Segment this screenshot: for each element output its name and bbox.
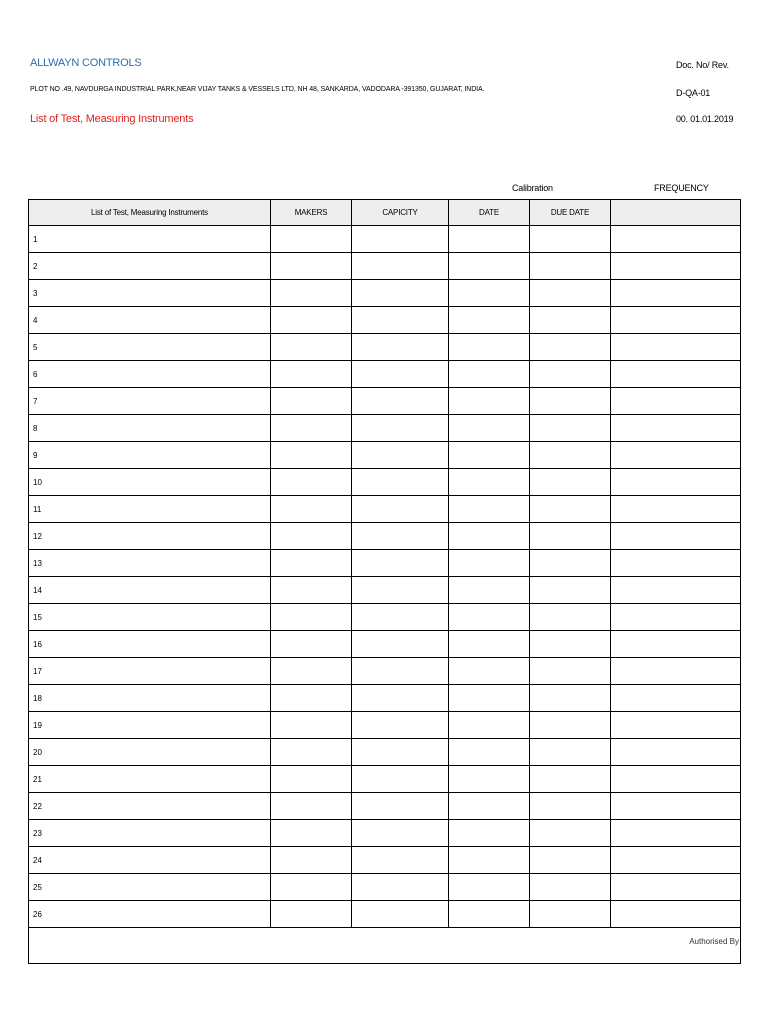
table-row [29,577,741,604]
date-cell[interactable] [449,307,530,334]
frequency-cell[interactable] [611,739,741,766]
due-date-cell[interactable] [530,523,611,550]
row-number: 25 [29,874,271,901]
table-row [29,658,741,685]
makers-cell[interactable] [271,874,352,901]
capicity-cell[interactable] [352,523,449,550]
row-number: 10 [29,469,271,496]
capicity-cell[interactable] [352,307,449,334]
frequency-cell[interactable] [611,766,741,793]
due-date-cell[interactable] [530,550,611,577]
makers-cell[interactable] [271,307,352,334]
table-row [29,388,741,415]
frequency-cell[interactable] [611,307,741,334]
revision-date: 00. 01.01.2019 [676,114,734,124]
frequency-cell[interactable] [611,550,741,577]
capicity-cell[interactable] [352,820,449,847]
due-date-cell[interactable] [530,901,611,928]
capicity-cell[interactable] [352,442,449,469]
makers-cell[interactable] [271,361,352,388]
capicity-cell[interactable] [352,793,449,820]
due-date-cell[interactable] [530,604,611,631]
row-number: 3 [29,280,271,307]
frequency-cell[interactable] [611,874,741,901]
makers-cell[interactable] [271,496,352,523]
date-cell[interactable] [449,469,530,496]
capicity-cell[interactable] [352,361,449,388]
frequency-label: FREQUENCY [654,183,709,193]
makers-cell[interactable] [271,523,352,550]
frequency-cell[interactable] [611,685,741,712]
row-number: 11 [29,496,271,523]
makers-cell[interactable] [271,280,352,307]
company-address: PLOT NO .49, NAVDURGA INDUSTRIAL PARK,NEAR VIJAY TANKS & VESSELS LTD, NH 48, SANKARDA, VADODARA -391350, GUJARAT, INDIA. [30,86,485,93]
document-title: List of Test, Measuring Instruments [30,113,194,125]
row-number: 21 [29,766,271,793]
date-cell[interactable] [449,388,530,415]
date-cell[interactable] [449,847,530,874]
row-number: 9 [29,442,271,469]
date-cell[interactable] [449,739,530,766]
frequency-cell[interactable] [611,847,741,874]
table-row [29,280,741,307]
row-number: 13 [29,550,271,577]
date-cell[interactable] [449,442,530,469]
date-cell[interactable] [449,874,530,901]
makers-cell[interactable] [271,658,352,685]
frequency-cell[interactable] [611,334,741,361]
row-number: 14 [29,577,271,604]
authorised-by: Authorised By [29,928,741,964]
capicity-cell[interactable] [352,766,449,793]
frequency-cell[interactable] [611,577,741,604]
capicity-cell[interactable] [352,685,449,712]
makers-cell[interactable] [271,226,352,253]
due-date-cell[interactable] [530,793,611,820]
capicity-cell[interactable] [352,739,449,766]
row-number: 22 [29,793,271,820]
makers-cell[interactable] [271,793,352,820]
table-row [29,631,741,658]
due-date-cell[interactable] [530,469,611,496]
table-row [29,469,741,496]
table-row [29,604,741,631]
column-header-date: DATE [449,200,530,226]
frequency-cell[interactable] [611,361,741,388]
row-number: 17 [29,658,271,685]
due-date-cell[interactable] [530,712,611,739]
row-number: 19 [29,712,271,739]
capicity-cell[interactable] [352,496,449,523]
table-row [29,307,741,334]
due-date-cell[interactable] [530,847,611,874]
date-cell[interactable] [449,793,530,820]
capicity-cell[interactable] [352,712,449,739]
date-cell[interactable] [449,604,530,631]
table-row [29,361,741,388]
due-date-cell[interactable] [530,874,611,901]
frequency-cell[interactable] [611,523,741,550]
row-number: 5 [29,334,271,361]
frequency-cell[interactable] [611,469,741,496]
row-number: 26 [29,901,271,928]
table-header-row [29,200,741,226]
makers-cell[interactable] [271,739,352,766]
footer-row [29,928,741,964]
frequency-cell[interactable] [611,442,741,469]
row-number: 16 [29,631,271,658]
due-date-cell[interactable] [530,253,611,280]
frequency-cell[interactable] [611,901,741,928]
date-cell[interactable] [449,226,530,253]
makers-cell[interactable] [271,820,352,847]
row-number: 6 [29,361,271,388]
date-cell[interactable] [449,685,530,712]
date-cell[interactable] [449,766,530,793]
row-number: 23 [29,820,271,847]
capicity-cell[interactable] [352,226,449,253]
date-cell[interactable] [449,631,530,658]
due-date-cell[interactable] [530,280,611,307]
capicity-cell[interactable] [352,631,449,658]
frequency-cell[interactable] [611,253,741,280]
due-date-cell[interactable] [530,820,611,847]
capicity-cell[interactable] [352,874,449,901]
instrument-table [28,199,741,964]
capicity-cell[interactable] [352,577,449,604]
date-cell[interactable] [449,712,530,739]
capicity-cell[interactable] [352,388,449,415]
due-date-cell[interactable] [530,442,611,469]
due-date-cell[interactable] [530,496,611,523]
date-cell[interactable] [449,658,530,685]
date-cell[interactable] [449,820,530,847]
column-header-makers: MAKERS [271,200,352,226]
date-cell[interactable] [449,550,530,577]
due-date-cell[interactable] [530,361,611,388]
capicity-cell[interactable] [352,604,449,631]
table-body [29,226,741,928]
doc-number-label: Doc. No/ Rev. [676,60,729,70]
row-number: 4 [29,307,271,334]
frequency-cell[interactable] [611,226,741,253]
date-cell[interactable] [449,523,530,550]
column-header-frequency [611,200,741,226]
table-row [29,550,741,577]
date-cell[interactable] [449,253,530,280]
table-row [29,874,741,901]
makers-cell[interactable] [271,631,352,658]
date-cell[interactable] [449,496,530,523]
makers-cell[interactable] [271,334,352,361]
makers-cell[interactable] [271,712,352,739]
table-row [29,739,741,766]
table-row [29,712,741,739]
frequency-cell[interactable] [611,793,741,820]
due-date-cell[interactable] [530,766,611,793]
due-date-cell[interactable] [530,226,611,253]
column-header-instrument: List of Test, Measuring Instruments [29,200,271,226]
date-cell[interactable] [449,901,530,928]
row-number: 20 [29,739,271,766]
makers-cell[interactable] [271,901,352,928]
makers-cell[interactable] [271,253,352,280]
makers-cell[interactable] [271,604,352,631]
frequency-cell[interactable] [611,604,741,631]
company-name: ALLWAYN CONTROLS [30,57,142,69]
row-number: 15 [29,604,271,631]
row-number: 1 [29,226,271,253]
frequency-cell[interactable] [611,712,741,739]
capicity-cell[interactable] [352,847,449,874]
capicity-cell[interactable] [352,658,449,685]
table-row [29,442,741,469]
row-number: 24 [29,847,271,874]
frequency-cell[interactable] [611,415,741,442]
makers-cell[interactable] [271,577,352,604]
capicity-cell[interactable] [352,280,449,307]
due-date-cell[interactable] [530,307,611,334]
capicity-cell[interactable] [352,334,449,361]
table-row [29,793,741,820]
makers-cell[interactable] [271,847,352,874]
due-date-cell[interactable] [530,388,611,415]
makers-cell[interactable] [271,550,352,577]
makers-cell[interactable] [271,415,352,442]
table-row [29,226,741,253]
makers-cell[interactable] [271,388,352,415]
date-cell[interactable] [449,577,530,604]
due-date-cell[interactable] [530,658,611,685]
column-header-capicity: CAPICITY [352,200,449,226]
frequency-cell[interactable] [611,388,741,415]
makers-cell[interactable] [271,442,352,469]
due-date-cell[interactable] [530,739,611,766]
column-header-due-date: DUE DATE [530,200,611,226]
table-row [29,496,741,523]
table-row [29,523,741,550]
capicity-cell[interactable] [352,550,449,577]
row-number: 18 [29,685,271,712]
frequency-cell[interactable] [611,280,741,307]
frequency-cell[interactable] [611,658,741,685]
makers-cell[interactable] [271,685,352,712]
row-number: 8 [29,415,271,442]
date-cell[interactable] [449,334,530,361]
table-row [29,334,741,361]
capicity-cell[interactable] [352,469,449,496]
table-row [29,766,741,793]
due-date-cell[interactable] [530,631,611,658]
due-date-cell[interactable] [530,415,611,442]
row-number: 7 [29,388,271,415]
makers-cell[interactable] [271,766,352,793]
calibration-label: Calibration [512,183,553,193]
table-row [29,415,741,442]
frequency-cell[interactable] [611,496,741,523]
table-row [29,901,741,928]
date-cell[interactable] [449,280,530,307]
capicity-cell[interactable] [352,253,449,280]
doc-number: D-QA-01 [676,88,711,98]
row-number: 2 [29,253,271,280]
table-row [29,820,741,847]
capicity-cell[interactable] [352,415,449,442]
frequency-cell[interactable] [611,631,741,658]
table-row [29,685,741,712]
due-date-cell[interactable] [530,577,611,604]
capicity-cell[interactable] [352,901,449,928]
makers-cell[interactable] [271,469,352,496]
due-date-cell[interactable] [530,685,611,712]
table-row [29,253,741,280]
date-cell[interactable] [449,361,530,388]
date-cell[interactable] [449,415,530,442]
row-number: 12 [29,523,271,550]
table-row [29,847,741,874]
due-date-cell[interactable] [530,334,611,361]
frequency-cell[interactable] [611,820,741,847]
